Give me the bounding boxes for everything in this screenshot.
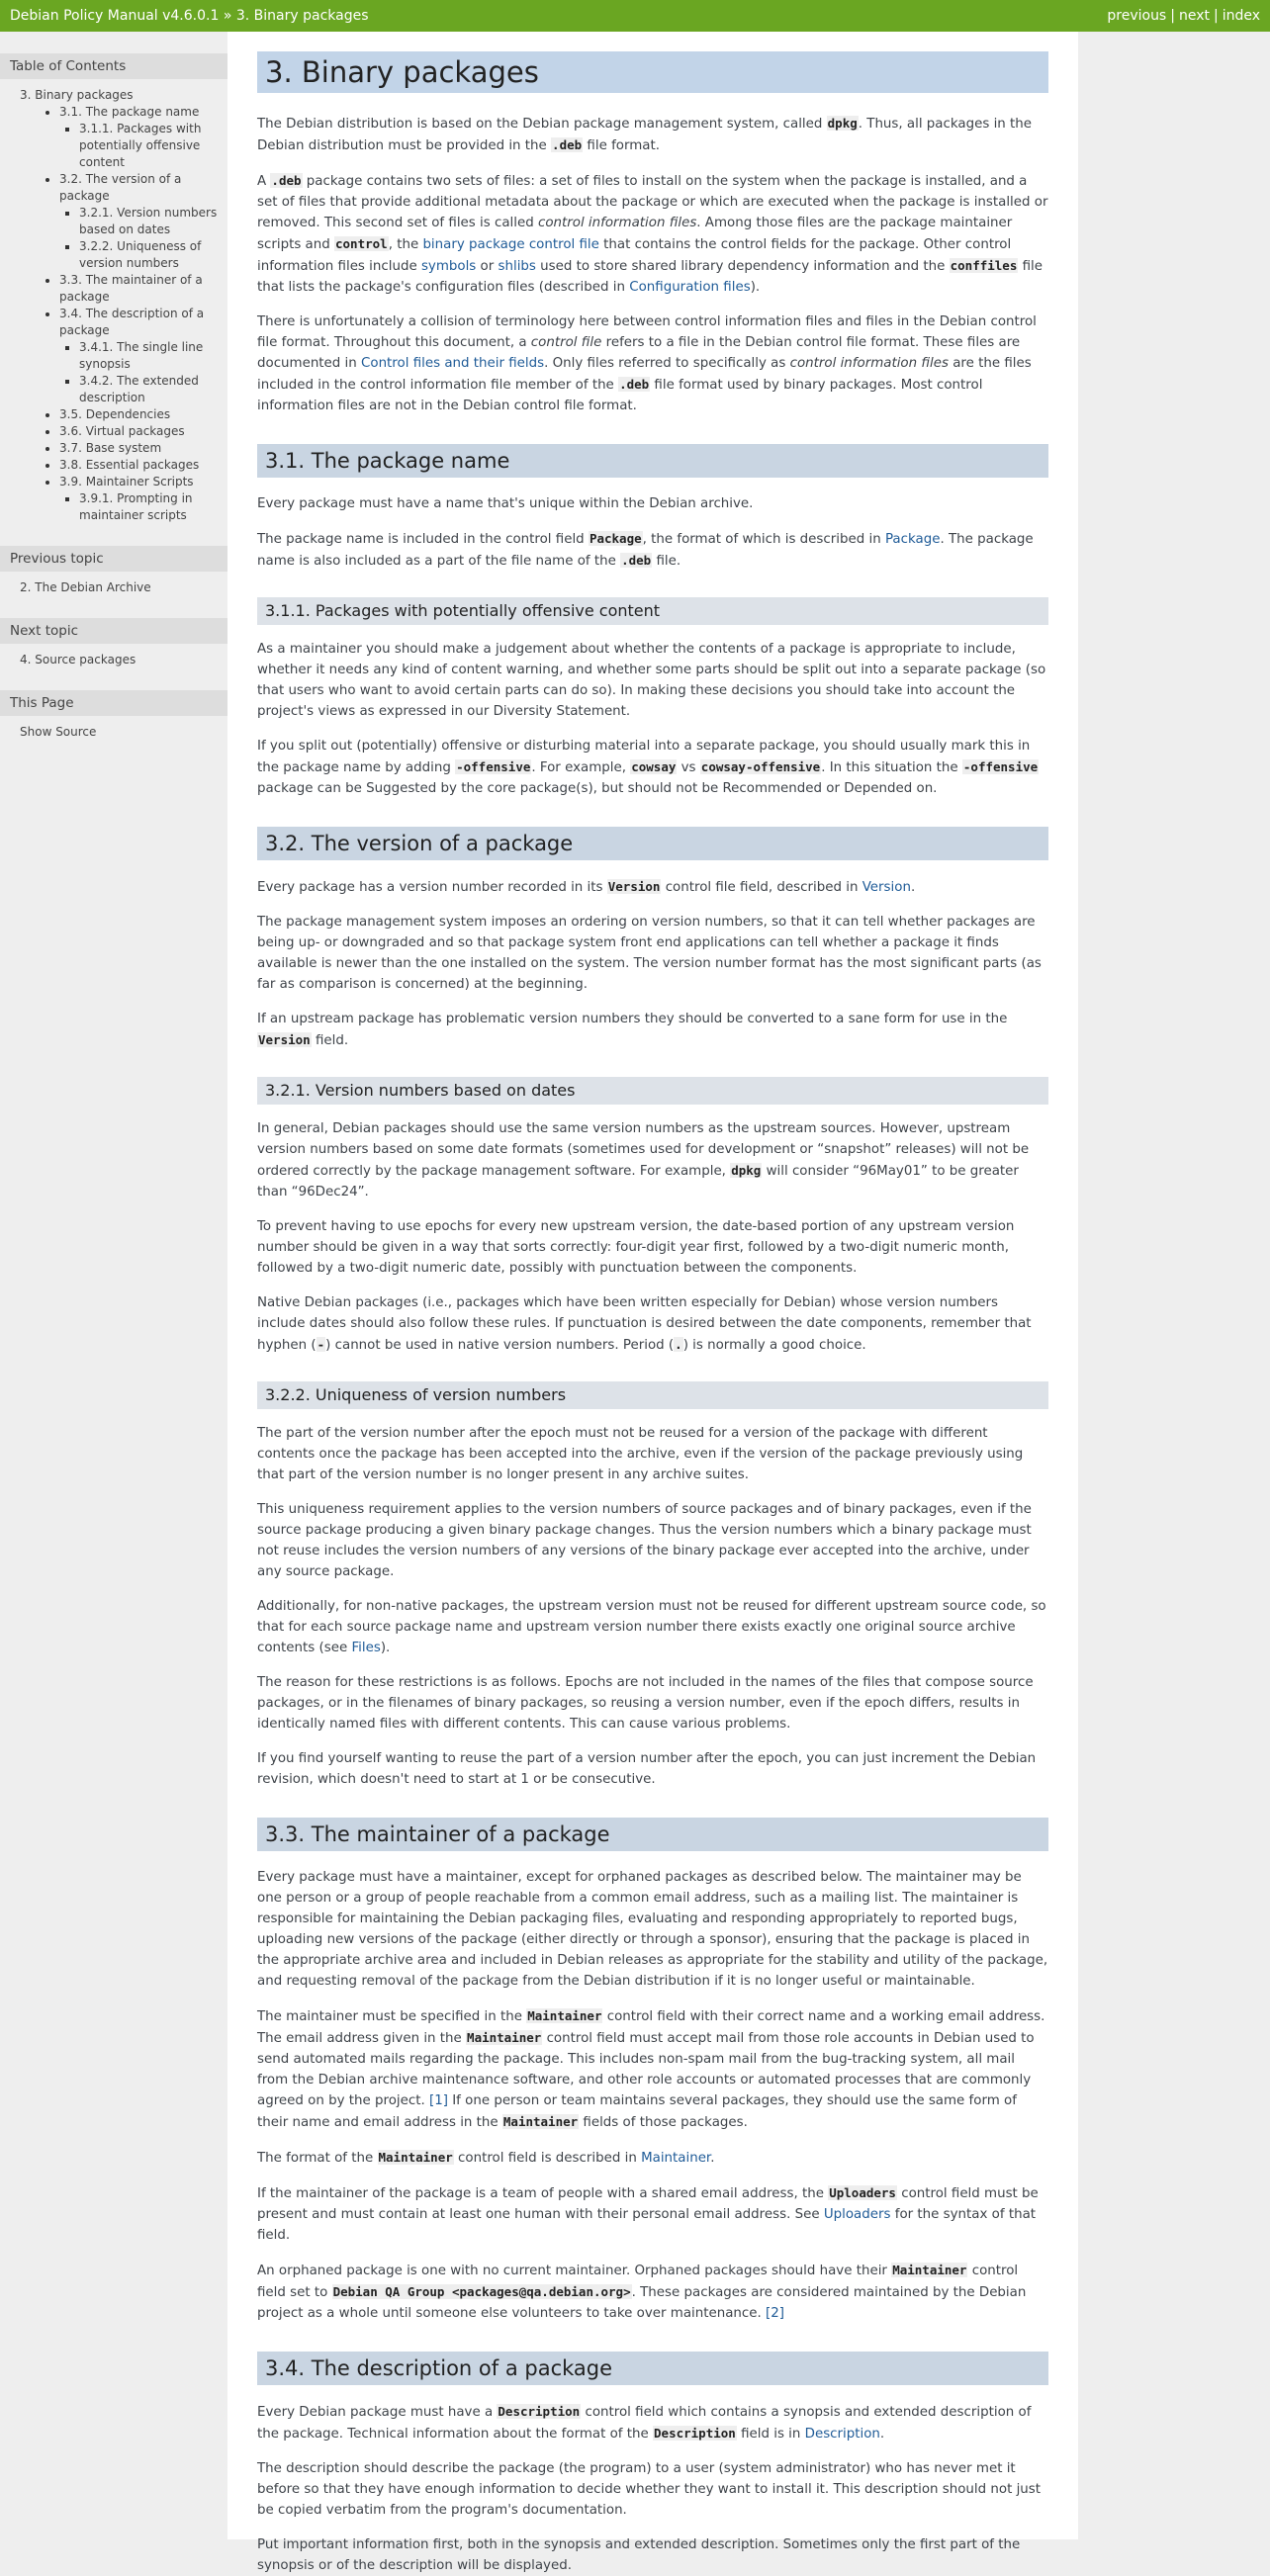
subsection-heading: 3.2.2. Uniqueness of version numbers [257,1381,1048,1409]
page-nav-links: previous | next | index [1107,8,1260,24]
paragraph: In general, Debian packages should use the same version numbers as the upstream sources. However, upstream version numbers based on some date formats (sometimes used for development or “snapshot” releases) will not be ordered correctly by the package management software. For example, dpkg will consider “96May01” to be greater than “96Dec24”. [257,1121,1030,1199]
paragraph: If you find yourself wanting to reuse the part of a version number after the epoch, you can just increment the Debian revision, which doesn't need to start at 1 or be consecutive. [257,1751,1037,1787]
files-link[interactable]: Files [351,1641,381,1655]
toc-subitem[interactable]: 3.2.1. Version numbers based on dates [79,206,218,236]
next-topic-heading: Next topic [0,618,227,644]
top-navigation-bar [0,0,1270,32]
breadcrumb-current: 3. Binary packages [235,8,369,24]
paragraph: The package name is included in the control field Package, the format of which is described in Package. The package name is also included as a part of the file name of the .deb file. [257,531,1034,569]
paragraph: The part of the version number after the epoch must not be reused for a version of the package with different contents once the package has been accepted into the archive, even if the version of the package previously using that part of the version number is no longer present in any archive suites. [257,1426,1024,1482]
paragraph: Every package must have a name that's unique within the Debian archive. [257,496,754,511]
toc-heading: Table of Contents [0,53,227,79]
subsection-heading: 3.1.1. Packages with potentially offensive content [257,597,1048,625]
paragraph: There is unfortunately a collision of terminology here between control information files and files in the Debian control file format. Throughout this document, a control file refers to a file in the Debian control file format. These files are documented in Control files and their fields. Only files referred to specifically as control information files are the files included in the control information file member of the .deb file format used by binary packages. Most control information files are not in the Debian control file format. [257,314,1037,413]
maintainer-field-link[interactable]: Maintainer [641,2151,711,2166]
show-source-link[interactable]: Show Source [20,725,97,739]
this-page-heading: This Page [0,690,227,716]
paragraph: Every package has a version number recorded in its Version control file field, described in Version. [257,879,916,895]
paragraph: Native Debian packages (i.e., packages which have been written especially for Debian) whose version numbers include dates should also follow these rules. If punctuation is desired between the date components, remember that hyphen (-) cannot be used in native version numbers. Period (.) is normally a good choice. [257,1295,1032,1353]
table-of-contents [0,87,227,524]
next-link[interactable]: next [1178,8,1210,24]
paragraph: If you split out (potentially) offensive or disturbing material into a separate package, you should usually mark this in the package name by adding -offensive. For example, cowsay vs cowsay-offensive. In this situation the -offensive package can be Suggested by the core package(s), but should not be Recommended or Depended on. [257,739,1039,796]
shlibs-link[interactable]: shlibs [498,259,536,274]
paragraph: This uniqueness requirement applies to the version numbers of source packages and of binary packages, even if the source package producing a given binary package changes. Thus the version numbers which a binary package must not reuse includes the version numbers of any versions of the binary package ever accepted into the archive, under any source package. [257,1502,1032,1579]
toc-item[interactable]: 3.4. The description of a package [59,307,205,337]
toc-item[interactable]: 3.9. Maintainer Scripts [59,475,194,489]
paragraph: The format of the Maintainer control field is described in Maintainer. [257,2150,715,2166]
paragraph: The package management system imposes an ordering on version numbers, so that it can tell whether packages are being up- or downgraded and so that package system front end applications can tell whether a package it finds available is newer than the one installed on the system. The version number format has the most significant parts (as far as comparison is concerned) at the beginning. [257,915,1042,992]
symbols-link[interactable]: symbols [420,259,477,274]
paragraph: The Debian distribution is based on the Debian package management system, called dpkg. Thus, all packages in the Debian distribution must be provided in the .deb file format. [257,116,1033,153]
paragraph: An orphaned package is one with no current maintainer. Orphaned packages should have their Maintainer control field set to Debian QA Group <packages@qa.debian.org>. These packages are considered maintained by the Debian project as a whole until someone else volunteers to take over maintenance. [2] [257,2263,1027,2321]
footnote-2-link[interactable]: [2] [766,2306,784,2321]
toc-item[interactable]: 3.6. Virtual packages [59,424,185,438]
toc-item[interactable]: 3.7. Base system [59,441,162,455]
paragraph: To prevent having to use epochs for every new upstream version, the date-based portion of any upstream version number should be given in a way that sorts correctly: four-digit year first, followed by a two-digit numeric month, followed by a two-digit numeric date, possibly with punctuation between the components. [257,1219,1015,1276]
breadcrumb [10,8,369,24]
paragraph: The maintainer must be specified in the Maintainer control field with their correct name and a working email address. The email address given in the Maintainer control field must accept mail from those role accounts in Debian used to send automated mails regarding the package. This includes non-spam mail from the bug-tracking system, all mail from the Debian archive maintenance software, and other role accounts or automated processes that are commonly agreed on by the project. [1] If one person or team maintains several packages, they should use the same form of their name and email address in the Maintainer fields of those packages. [257,2008,1045,2130]
toc-item[interactable]: 3.1. The package name [59,105,200,119]
paragraph: Put important information first, both in the synopsis and extended description. Sometimes only the first part of the synopsis or of the description will be displayed. [257,2537,1021,2573]
paragraph: Every package must have a maintainer, except for orphaned packages as described below. The maintainer may be one person or a group of people reachable from a common email address, such as a mailing list. The maintainer is responsible for maintaining the Debian packaging files, evaluating and responding appropriately to reported bugs, uploading new versions of the package (either directly or through a sponsor), ensuring that the package is placed in the appropriate archive area and included in Debian releases as appropriate for the stability and utility of the package, and requesting removal of the package from the Debian distribution if it is no longer useful or maintainable. [257,1870,1048,1989]
previous-link[interactable]: previous [1107,8,1167,24]
toc-item[interactable]: 3.8. Essential packages [59,458,200,472]
version-field-link[interactable]: Version [862,880,911,895]
breadcrumb-manual-link[interactable]: Debian Policy Manual v4.6.0.1 [10,8,220,24]
description-field-link[interactable]: Description [804,2427,880,2442]
toc-root-link[interactable]: 3. Binary packages [20,88,134,102]
toc-subitem[interactable]: 3.2.2. Uniqueness of version numbers [79,239,202,270]
uploaders-field-link[interactable]: Uploaders [823,2207,891,2222]
toc-item[interactable]: 3.2. The version of a package [59,172,182,203]
section-heading: 3.1. The package name [257,444,1048,478]
binary-package-control-file-link[interactable]: binary package control file [422,237,599,252]
subsection-heading: 3.2.1. Version numbers based on dates [257,1077,1048,1105]
main-content [227,32,1078,2573]
toc-subitem[interactable]: 3.4.2. The extended description [79,374,199,404]
footnote-1-link[interactable]: [1] [429,2093,448,2108]
configuration-files-link[interactable]: Configuration files [629,280,751,295]
paragraph: Additionally, for non-native packages, the upstream version must not be reused for different upstream source code, so that for each source package name and upstream version number there exists exactly one original source archive contents (see Files). [257,1599,1046,1655]
breadcrumb-separator: » [223,8,232,24]
index-link[interactable]: index [1222,8,1260,24]
paragraph: A .deb package contains two sets of files: a set of files to install on the system when the package is installed, and a set of files that provide additional metadata about the package or which are executed when the package is installed or removed. This second set of files is called control information files. Among those files are the package maintainer scripts and control, the binary package control file that contains the control fields for the package. Other control information files include symbols or shlibs used to store shared library dependency information and the conffiles file that lists the package's configuration files (described in Configuration files). [257,173,1048,295]
toc-item[interactable]: 3.5. Dependencies [59,407,171,421]
package-field-link[interactable]: Package [884,532,941,547]
toc-subitem[interactable]: 3.1.1. Packages with potentially offensive content [79,122,202,169]
section-heading: 3.2. The version of a package [257,827,1048,860]
next-topic-link[interactable]: 4. Source packages [20,653,136,666]
toc-subitem[interactable]: 3.9.1. Prompting in maintainer scripts [79,491,193,522]
paragraph: If the maintainer of the package is a team of people with a shared email address, the Uploaders control field must be present and must contain at least one human with their personal email address. See Uploaders for the syntax of that field. [257,2185,1039,2243]
paragraph: As a maintainer you should make a judgement about whether the contents of a package is appropriate to include, whether it needs any kind of content warning, and whether some parts should be split out into a separate package (so that users who want to avoid certain parts can do so). In making these decisions you should take into account the project's views as expressed in our Diversity Statement. [257,642,1046,719]
sidebar [0,32,227,2539]
paragraph: If an upstream package has problematic version numbers they should be converted to a sane form for use in the Version field. [257,1012,1008,1048]
previous-topic-heading: Previous topic [0,546,227,572]
toc-item[interactable]: 3.3. The maintainer of a package [59,273,203,304]
control-files-link[interactable]: Control files and their fields [361,356,545,371]
toc-subitem[interactable]: 3.4.1. The single line synopsis [79,340,204,371]
section-heading: 3.4. The description of a package [257,2352,1048,2385]
paragraph: The description should describe the package (the program) to a user (system administrator) who has never met it before so that they have enough information to decide whether they want to install it. This description should not just be copied verbatim from the program's documentation. [257,2461,1042,2518]
paragraph: The reason for these restrictions is as follows. Epochs are not included in the names of the files that compose source packages, or in the filenames of binary packages, so reusing a version number, even if the epoch differs, results in identically named files with different contents. This can cause various problems. [257,1675,1034,1732]
previous-topic-link[interactable]: 2. The Debian Archive [20,580,151,594]
section-heading: 3.3. The maintainer of a package [257,1818,1048,1851]
paragraph: Every Debian package must have a Description control field which contains a synopsis and extended description of the package. Technical information about the format of the Description field is in Description. [257,2404,1032,2442]
page-title: 3. Binary packages [257,51,1048,93]
